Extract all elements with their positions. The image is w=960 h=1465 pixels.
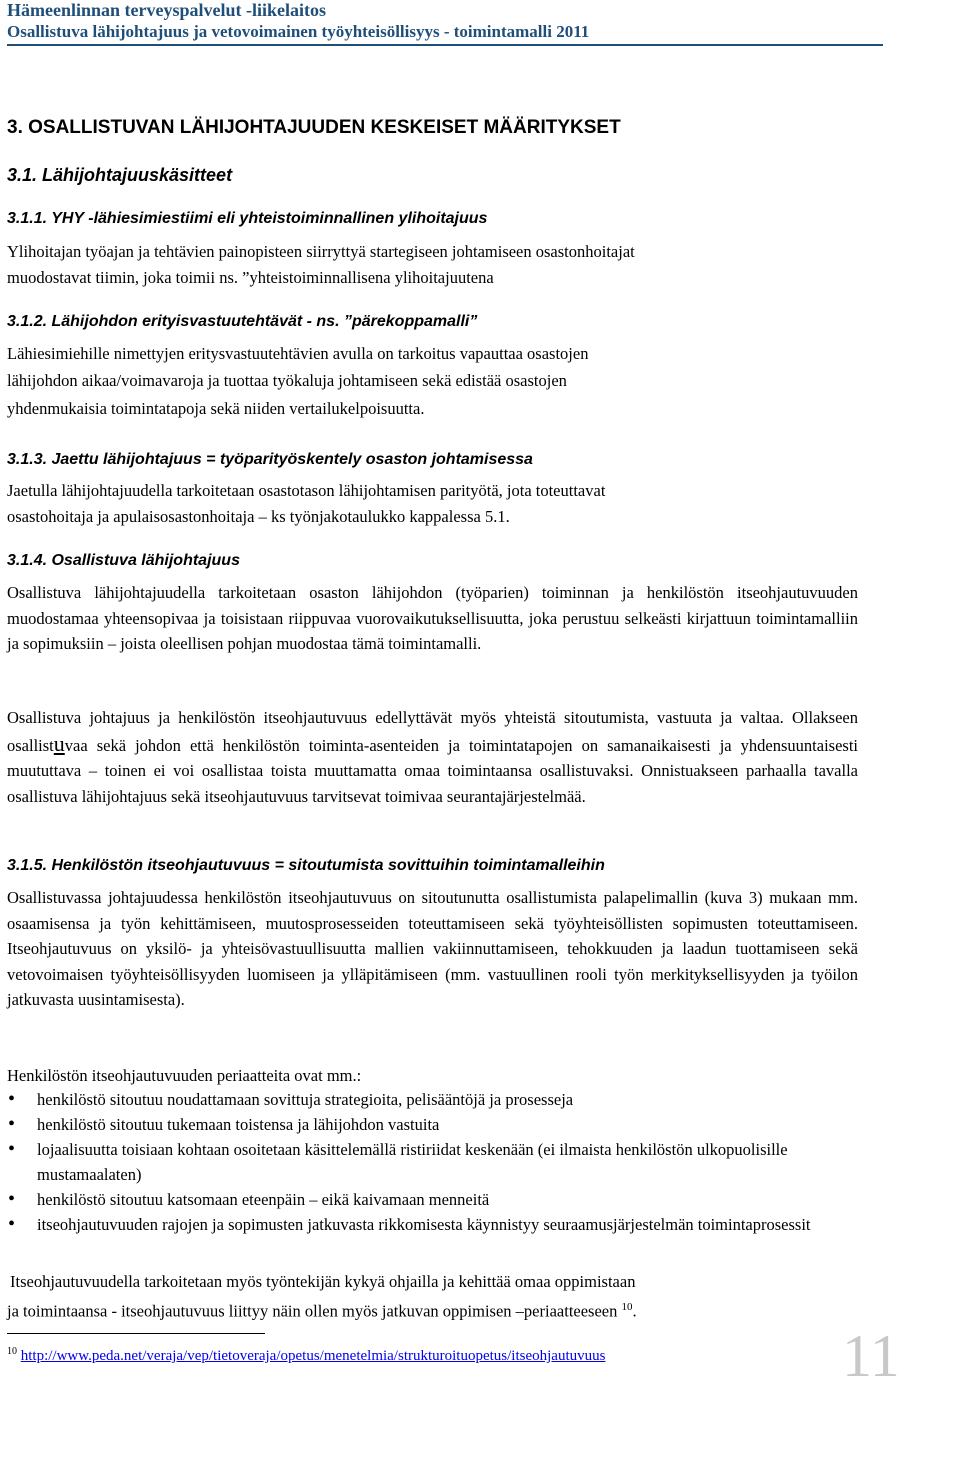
s314-paragraph-2 xyxy=(7,705,858,809)
principles-intro: Henkilöstön itseohjautuvuuden periaatteita ovat mm.: xyxy=(7,1066,362,1085)
heading-3-1-5: 3.1.5. Henkilöstön itseohjautuvuus = sitoutumista sovittuihin toimintamalleihin xyxy=(7,857,605,874)
footnote-reference[interactable]: 10 xyxy=(621,1301,633,1313)
s314-paragraph-1: Osallistuva lähijohtajuudella tarkoitetaan osaston lähijohdon (työparien) toiminnan ja henkilöstön itseohjautuvuuden muodostamaa yhteensopivaa ja toisistaan riippuvaa vuorovaikutuksellisuutta, joka perustuu selkeästi kirjattuun toimintamalliin ja sopimuksiin – joista oleellisen pohjan muodostaa tämä toimintamalli. xyxy=(7,583,858,653)
s311-line-2-quote: ”yhteistoiminnallisena ylihoitajuutena xyxy=(242,268,494,287)
closing-line-2-text: ja toimintaansa - itseohjautuvuus liittyy näin ollen myös jatkuvan oppimisen –periaatteeseen xyxy=(7,1301,622,1321)
footnote xyxy=(7,1346,605,1365)
s313-line-2: osastohoitaja ja apulaisosastonhoitaja – ks työnjakotaulukko kappalessa 5.1. xyxy=(7,507,510,526)
s312-line-3: yhdenmukaisia toimintatapoja sekä niiden vertailukelpoisuutta. xyxy=(7,399,425,418)
s314-paragraph-2-a: Osallistuva johtajuus ja henkilöstön itseohjautuvuus edellyttävät myös yhteistä sitoutumista, vastuuta ja valtaa. Ollakseen osallist xyxy=(7,708,858,755)
s312-line-2: lähijohdon aikaa/voimavaroja ja tuottaa työkaluja johtamiseen sekä edistää osastojen xyxy=(7,371,567,390)
header-title: Osallistuva lähijohtajuus ja vetovoimainen työyhteisöllisyys - toimintamalli 2011 xyxy=(7,22,590,41)
footnote-number: 10 xyxy=(7,1346,17,1357)
list-item: • itseohjautuvuuden rajojen ja sopimusten jatkuvasta rikkomisesta käynnistyy seuraamusjärjestelmän toimintaprosessit xyxy=(0,1212,860,1237)
principles-list xyxy=(0,1087,860,1237)
footnote-link[interactable]: http://www.peda.net/veraja/vep/tietoveraja/opetus/menetelmia/strukturoituopetus/itseohjautuvuus xyxy=(20,1348,606,1364)
s314-paragraph-2-b: vaa sekä johdon että henkilöstön toiminta-asenteiden ja toimintatapojen on samanaikaisesti ja yhdensuuntaisesti muututtava – toinen ei voi osallistaa toista muuttamatta omaa toimintaansa osallistuvaksi. Onnistuakseen parhaalla tavalla osallistuva lähijohtajuus sekä itseohjautuvuus tarvitsevat toimivaa seurantajärjestelmää. xyxy=(7,735,858,806)
header-rule xyxy=(7,44,883,46)
closing-line-2-end: . xyxy=(632,1301,637,1321)
list-item: • henkilöstö sitoutuu tukemaan toistensa ja lähijohdon vastuita xyxy=(0,1112,860,1137)
section-heading: 3. OSALLISTUVAN LÄHIJOHTAJUUDEN KESKEISET MÄÄRITYKSET xyxy=(7,117,621,138)
footnote-rule xyxy=(7,1333,265,1334)
list-item: • lojaalisuutta toisiaan kohtaan osoitetaan käsittelemällä ristiriidat keskenään (ei ilmaista henkilöstön ulkopuolisille mustamaalaten) xyxy=(0,1137,860,1187)
heading-3-1-2-model: ”pärekoppamalli” xyxy=(343,313,478,330)
closing-line-2 xyxy=(7,1294,637,1325)
heading-3-1-4: 3.1.4. Osallistuva lähijohtajuus xyxy=(7,552,240,569)
subsection-heading: 3.1. Lähijohtajuuskäsitteet xyxy=(7,165,233,185)
s311-line-2 xyxy=(7,265,494,291)
heading-3-1-3: 3.1.3. Jaettu lähijohtajuus = työparityöskentely osaston johtamisessa xyxy=(7,451,533,468)
closing-line-1: Itseohjautuvuudella tarkoitetaan myös työntekijän kykyä ohjailla ja kehittää omaa oppimistaan xyxy=(10,1272,636,1291)
s311-line-2-text: muodostavat tiimin, joka toimii ns. xyxy=(7,268,243,287)
page-number: 11 xyxy=(842,1323,900,1389)
list-item: • henkilöstö sitoutuu noudattamaan sovittuja strategioita, pelisääntöjä ja prosesseja xyxy=(0,1087,860,1112)
list-item: • henkilöstö sitoutuu katsomaan eteenpäin – eikä kaivamaan menneitä xyxy=(0,1187,860,1212)
heading-3-1-2 xyxy=(7,313,477,331)
heading-3-1-1: 3.1.1. YHY -lähiesimiestiimi eli yhteistoiminnallinen ylihoitajuus xyxy=(7,210,488,227)
header-organization: Hämeenlinnan terveyspalvelut -liikelaitos xyxy=(7,0,326,20)
s313-line-1: Jaetulla lähijohtajuudella tarkoitetaan osastotason lähijohtamisen parityötä, jota toteuttavat xyxy=(7,481,606,500)
s315-paragraph: Osallistuvassa johtajuudessa henkilöstön itseohjautuvuus on sitoutunutta osallistumista palapelimallin (kuva 3) mukaan mm. osaamisensa ja työn kehittämiseen, muutosprosesseiden toteuttamiseen sekä työyhteisöllisten sopimusten toteuttamiseen. Itseohjautuvuus on yksilö- ja yhteisövastuullisuutta mallien vakiinnuttamiseen, tehokkuuden ja laadun tuottamiseen sekä vetovoimaisen työyhteisöllisyyden luomiseen ja ylläpitämiseen (mm. vastuullinen rooli työn merkityksellisyyden ja työilon jatkuvasta uusintamisesta). xyxy=(7,888,858,1009)
s314-paragraph-2-u: u xyxy=(53,730,65,756)
s311-line-1: Ylihoitajan työajan ja tehtävien painopisteen siirryttyä startegiseen johtamiseen osastonhoitajat xyxy=(7,242,635,261)
heading-3-1-2-text: 3.1.2. Lähijohdon erityisvastuutehtävät - ns. xyxy=(7,313,344,330)
s312-line-1: Lähiesimiehille nimettyjen eritysvastuutehtävien avulla on tarkoitus vapauttaa osastojen xyxy=(7,344,589,363)
